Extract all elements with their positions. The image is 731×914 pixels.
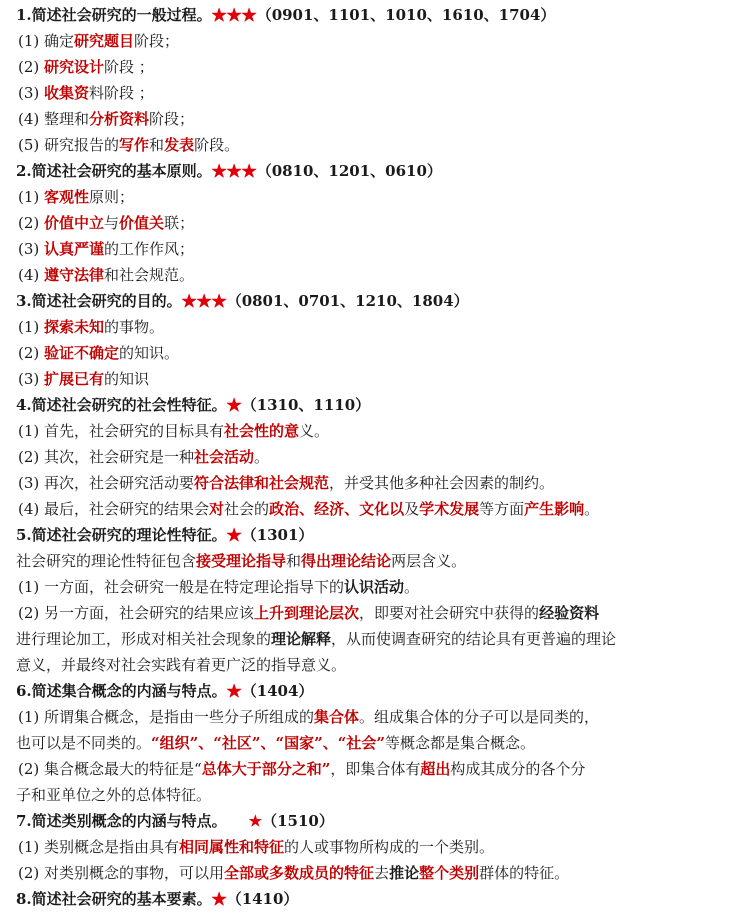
keyword-bold: 经验资料 — [539, 604, 600, 622]
list-item — [16, 834, 723, 860]
list-item — [16, 262, 723, 288]
text-segment: 社会研究的理论性特征包含 — [16, 552, 197, 570]
text-segment: 进行理论加工，形成对相关社会现象的 — [16, 630, 272, 648]
text-segment: (4) 最后，社会研究的结果会 — [18, 500, 210, 518]
question-title: 4.简述社会研究的社会性特征。 — [16, 396, 227, 414]
question-title: 1.简述社会研究的一般过程。 — [16, 6, 212, 24]
text-segment: 的事物。 — [104, 318, 165, 336]
question-title: 3.简述社会研究的目的。 — [16, 292, 182, 310]
keyword-highlight: 全部或多数成员的特征 — [224, 864, 375, 882]
exam-codes: （1404） — [241, 682, 314, 700]
keyword-highlight: 上升到理论层次 — [254, 604, 360, 622]
text-segment: (4) 整理和 — [18, 110, 90, 128]
text-segment: 阶段； — [149, 110, 195, 128]
list-item — [16, 340, 723, 366]
keyword-highlight: 符合法律和社会规范 — [194, 474, 330, 492]
keyword-highlight: 分析资料 — [89, 110, 150, 128]
keyword-highlight: 价值关 — [119, 214, 165, 232]
text-segment: 社会的 — [224, 500, 270, 518]
text-segment: (1) 所谓集合概念，是指由一些分子所组成的 — [18, 708, 315, 726]
paragraph-line — [16, 730, 723, 756]
question-heading — [16, 288, 723, 314]
text-segment: 。 — [254, 448, 270, 466]
text-segment: 去 — [374, 864, 390, 882]
exam-codes: （1310、1110） — [241, 396, 371, 414]
keyword-highlight: 价值中立 — [44, 214, 105, 232]
list-item — [16, 470, 723, 496]
exam-codes: （0901、1101、1010、1610、1704） — [256, 6, 556, 24]
list-item — [16, 236, 723, 262]
text-segment: (1) — [18, 188, 45, 206]
text-segment: 阶段 ； — [104, 58, 154, 76]
importance-stars-icon: ★ — [226, 396, 242, 414]
keyword-highlight: “组织”、“社区”、“国家”、“社会” — [151, 734, 386, 752]
text-segment: 两层含义。 — [391, 552, 467, 570]
text-segment: (2) 集合概念最大的特征是“ — [18, 760, 202, 778]
question-title: 7.简述类别概念的内涵与特点。 — [16, 812, 227, 830]
text-segment: (4) — [18, 266, 45, 284]
keyword-highlight: 学术发展 — [419, 500, 480, 518]
list-item — [16, 860, 723, 886]
keyword-highlight: 集合体 — [314, 708, 360, 726]
text-segment: (2) — [18, 214, 45, 232]
keyword-highlight: 扩展已有 — [44, 370, 105, 388]
question-title: 5.简述社会研究的理论性特征。 — [16, 526, 227, 544]
list-item — [16, 418, 723, 444]
list-item — [16, 314, 723, 340]
keyword-highlight: 总体大于部分之和” — [201, 760, 331, 778]
text-segment: (2) — [18, 344, 45, 362]
text-segment: 的工作作风； — [104, 240, 195, 258]
text-segment: (2) 对类别概念的事物，可以用 — [18, 864, 225, 882]
exam-codes: （0801、0701、1210、1804） — [226, 292, 469, 310]
keyword-bold: 推论 — [389, 864, 420, 882]
importance-stars-icon: ★★★ — [181, 292, 227, 310]
text-segment: ，即要对社会研究中获得的 — [359, 604, 540, 622]
text-segment: (1) 首先，社会研究的目标具有 — [18, 422, 225, 440]
text-segment: (3) — [18, 84, 45, 102]
paragraph-line — [16, 548, 723, 574]
keyword-highlight: 产生影响 — [524, 500, 585, 518]
list-item — [16, 80, 723, 106]
keyword-highlight: 社会活动 — [194, 448, 255, 466]
list-item — [16, 366, 723, 392]
keyword-highlight: 研究设计 — [44, 58, 105, 76]
text-segment: 的人或事物所构成的一个类别。 — [284, 838, 495, 856]
keyword-highlight: 发表 — [164, 136, 195, 154]
list-item — [16, 210, 723, 236]
text-segment: 也可以是不同类的。 — [16, 734, 152, 752]
keyword-highlight: 写作 — [119, 136, 150, 154]
text-segment: ，并受其他多种社会因素的制约。 — [329, 474, 555, 492]
importance-stars-icon: ★ — [226, 526, 242, 544]
text-segment: ，即集合体有 — [330, 760, 421, 778]
question-heading — [16, 522, 723, 548]
keyword-highlight: 超出 — [420, 760, 451, 778]
exam-codes: （1301） — [241, 526, 314, 544]
text-segment: (3) 再次，社会研究活动要 — [18, 474, 195, 492]
exam-codes: （1510） — [262, 812, 334, 830]
text-segment: (1) 类别概念是指由具有 — [18, 838, 180, 856]
question-heading — [16, 886, 723, 912]
text-segment: (2) 另一方面，社会研究的结果应该 — [18, 604, 255, 622]
keyword-highlight: 收集资 — [44, 84, 90, 102]
keyword-bold: 认识活动 — [344, 578, 405, 596]
text-segment: 等方面 — [479, 500, 525, 518]
question-heading — [16, 2, 723, 28]
text-segment: 。 — [404, 578, 420, 596]
keyword-highlight: 遵守法律 — [44, 266, 105, 284]
keyword-highlight: 研究题目 — [74, 32, 135, 50]
keyword-highlight: 整个类别 — [419, 864, 480, 882]
importance-stars-icon: ★★★ — [211, 6, 257, 24]
keyword-highlight: 社会性的意 — [224, 422, 300, 440]
question-title: 2.简述社会研究的基本原则。 — [16, 162, 212, 180]
text-segment: 料阶段 ； — [89, 84, 154, 102]
keyword-highlight: 相同属性和特征 — [179, 838, 285, 856]
list-item — [16, 132, 723, 158]
keyword-highlight: 验证不确定 — [44, 344, 120, 362]
text-segment: 联； — [164, 214, 195, 232]
question-heading — [16, 808, 723, 834]
keyword-highlight: 客观性 — [44, 188, 90, 206]
text-segment: 。 — [584, 500, 600, 518]
text-segment: 的知识 — [104, 370, 150, 388]
text-segment: (5) 研究报告的 — [18, 136, 120, 154]
text-segment: 子和亚单位之外的总体特征。 — [16, 786, 212, 804]
text-segment: (3) — [18, 370, 45, 388]
text-segment: (1) 确定 — [18, 32, 75, 50]
text-segment: 阶段； — [134, 32, 180, 50]
keyword-highlight: 探索未知 — [44, 318, 105, 336]
importance-stars-icon: ★★★ — [211, 162, 257, 180]
question-title: 8.简述社会研究的基本要素。 — [16, 890, 212, 908]
list-item — [16, 496, 723, 522]
list-item — [16, 106, 723, 132]
text-segment: 群体的特征。 — [479, 864, 570, 882]
keyword-highlight: 得出理论结论 — [301, 552, 392, 570]
paragraph-line — [16, 652, 723, 678]
question-heading — [16, 158, 723, 184]
list-item — [16, 28, 723, 54]
exam-codes: （1410） — [226, 890, 299, 908]
text-segment: 原则； — [89, 188, 135, 206]
list-item — [16, 574, 723, 600]
list-item — [16, 756, 723, 782]
keyword-highlight: 接受理论指导 — [196, 552, 287, 570]
text-segment: 和 — [149, 136, 165, 154]
text-segment: 构成其成分的各个分 — [450, 760, 586, 778]
text-segment: 等概念都是集合概念。 — [385, 734, 536, 752]
question-heading — [16, 678, 723, 704]
keyword-highlight: 政治、经济、文化以 — [269, 500, 405, 518]
keyword-highlight: 认真严谨 — [44, 240, 105, 258]
paragraph-line — [16, 626, 723, 652]
text-segment: (2) — [18, 58, 45, 76]
text-segment: 与 — [104, 214, 120, 232]
list-item — [16, 54, 723, 80]
text-segment: 。组成集合体的分子可以是同类的， — [359, 708, 600, 726]
text-segment: 意义，并最终对社会实践有着更广泛的指导意义。 — [16, 656, 347, 674]
text-segment: 及 — [404, 500, 420, 518]
importance-stars-icon: ★ — [248, 812, 263, 830]
question-title: 6.简述集合概念的内涵与特点。 — [16, 682, 227, 700]
text-segment: (1) 一方面，社会研究一般是在特定理论指导下的 — [18, 578, 345, 596]
text-segment: (2) 其次，社会研究是一种 — [18, 448, 195, 466]
text-segment: 义。 — [299, 422, 330, 440]
text-segment: 和 — [286, 552, 302, 570]
importance-stars-icon: ★ — [211, 890, 227, 908]
text-segment: 阶段。 — [194, 136, 240, 154]
paragraph-line — [16, 782, 723, 808]
text-segment: (3) — [18, 240, 45, 258]
list-item — [16, 600, 723, 626]
text-segment: 和社会规范。 — [104, 266, 195, 284]
keyword-bold: 理论解释 — [271, 630, 332, 648]
text-segment: (1) — [18, 318, 45, 336]
list-item — [16, 704, 723, 730]
keyword-highlight: 对 — [209, 500, 225, 518]
list-item — [16, 184, 723, 210]
exam-codes: （0810、1201、0610） — [256, 162, 442, 180]
text-segment: 的知识。 — [119, 344, 180, 362]
question-heading — [16, 392, 723, 418]
text-segment: ，从而使调查研究的结论具有更普遍的理论 — [331, 630, 617, 648]
list-item — [16, 444, 723, 470]
importance-stars-icon: ★ — [226, 682, 242, 700]
